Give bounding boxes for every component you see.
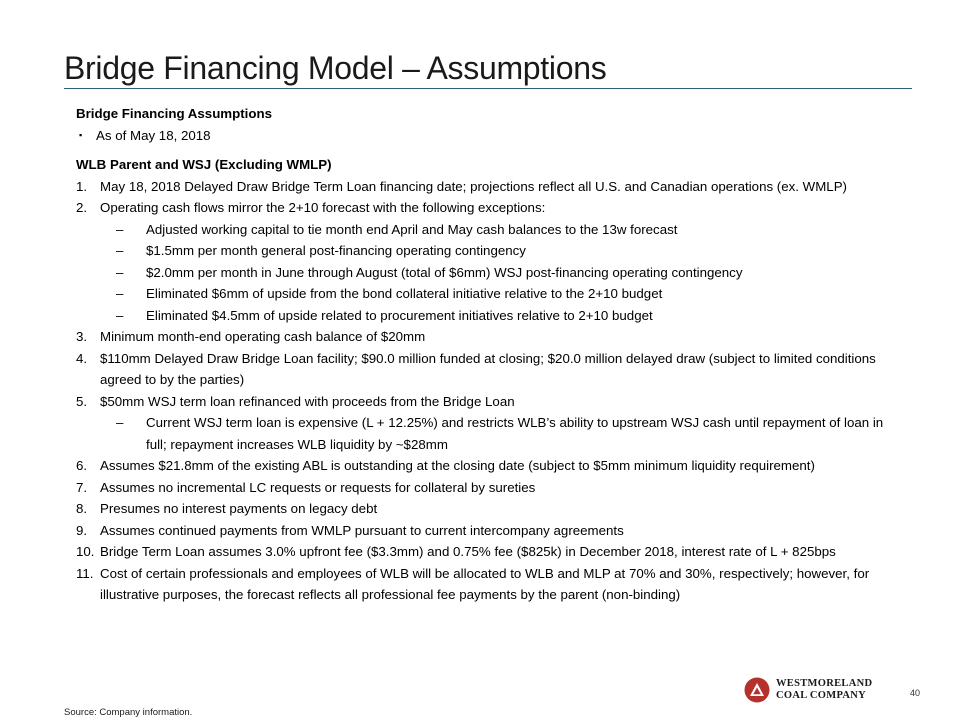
item-number: 3. [76,329,88,344]
item-text: Presumes no interest payments on legacy debt [100,501,378,516]
square-bullet-icon: ▪ [79,129,83,140]
list-item-6 [76,455,906,477]
sub-item-text: Current WSJ term loan is expensive (L + 12.25%) and restricts WLB’s ability to upstream WSJ cash until repayment of loan in full; repayment increases WLB liquidity by ~$28mm [146,415,884,452]
page-number: 40 [910,688,921,698]
list-item-9 [76,520,906,542]
company-logo [744,677,872,703]
section-heading-wlb-parent: WLB Parent and WSJ (Excluding WMLP) [76,157,332,172]
dash-bullet-icon: – [116,286,124,301]
item-text: Bridge Term Loan assumes 3.0% upfront fee ($3.3mm) and 0.75% fee ($825k) in December 2018, interest rate of L + 825bps [100,544,836,559]
item-number: 8. [76,501,88,516]
item-number: 10. [76,544,95,559]
dash-bullet-icon: – [116,264,124,280]
sub-item [76,305,906,327]
dash-bullet-icon: – [116,307,124,323]
bullet-text: As of May 18, 2018 [96,127,211,143]
sub-item [76,219,906,241]
item-text: May 18, 2018 Delayed Draw Bridge Term Loan financing date; projections reflect all U.S. and Canadian operations (ex. WMLP) [100,178,847,194]
logo-line-2: COAL COMPANY [776,690,867,701]
item-text: Assumes no incremental LC requests or requests for collateral by sureties [100,479,536,495]
assumptions-content [76,103,906,606]
sub-item-text: $2.0mm per month in June through August (total of $6mm) WSJ post-financing operating contingency [146,264,743,280]
list-item-11 [76,563,906,606]
item-text: Assumes continued payments from WMLP pursuant to current intercompany agreements [100,522,624,538]
page-title: Bridge Financing Model – Assumptions [64,50,607,86]
item-number: 7. [76,479,88,495]
logo-line-1: WESTMORELAND [776,678,873,689]
item-number: 9. [76,522,88,538]
section-heading-bridge-assumptions: Bridge Financing Assumptions [76,106,273,121]
sub-item-text: Eliminated $4.5mm of upside related to procurement initiatives relative to 2+10 budget [146,307,653,323]
sub-item-text: Eliminated $6mm of upside from the bond collateral initiative relative to the 2+10 budget [146,286,663,301]
sub-item [76,283,906,305]
sub-item-text: $1.5mm per month general post-financing operating contingency [146,243,526,258]
logo-wordmark [776,678,872,702]
list-item-3 [76,326,906,348]
item-number: 11. [76,565,94,581]
source-note: Source: Company information. [64,707,193,718]
dash-bullet-icon: – [116,243,124,258]
list-item-5 [76,391,906,413]
list-item-10 [76,541,906,563]
item-number: 6. [76,458,88,473]
bullet-item [76,125,906,147]
item-text: Minimum month-end operating cash balance of $20mm [100,329,426,344]
logo-circle-icon [744,677,770,703]
item-text: $110mm Delayed Draw Bridge Loan facility; $90.0 million funded at closing; $20.0 million delayed draw (subject to limited conditions agreed to by the parties) [100,350,876,387]
item-text: $50mm WSJ term loan refinanced with proceeds from the Bridge Loan [100,393,515,409]
list-item-4 [76,348,906,391]
item-text: Cost of certain professionals and employees of WLB will be allocated to WLB and MLP at 70% and 30%, respectively; however, for illustrative purposes, the forecast reflects all professional fee payments by the parent (non-binding) [100,565,870,602]
title-divider [64,88,912,89]
sub-item [76,412,906,455]
item-number: 4. [76,350,88,366]
sub-item [76,240,906,262]
dash-bullet-icon: – [116,221,124,237]
list-item-2 [76,197,906,219]
item-text: Operating cash flows mirror the 2+10 forecast with the following exceptions: [100,200,546,215]
dash-bullet-icon: – [116,415,124,430]
item-text: Assumes $21.8mm of the existing ABL is outstanding at the closing date (subject to $5mm minimum liquidity requirement) [100,458,815,473]
list-item-8 [76,498,906,520]
item-number: 1. [76,178,88,194]
list-item-7 [76,477,906,499]
sub-item [76,262,906,284]
item-number: 5. [76,393,88,409]
sub-item-text: Adjusted working capital to tie month end April and May cash balances to the 13w forecast [146,221,678,237]
list-item-1 [76,176,906,198]
item-number: 2. [76,200,88,215]
